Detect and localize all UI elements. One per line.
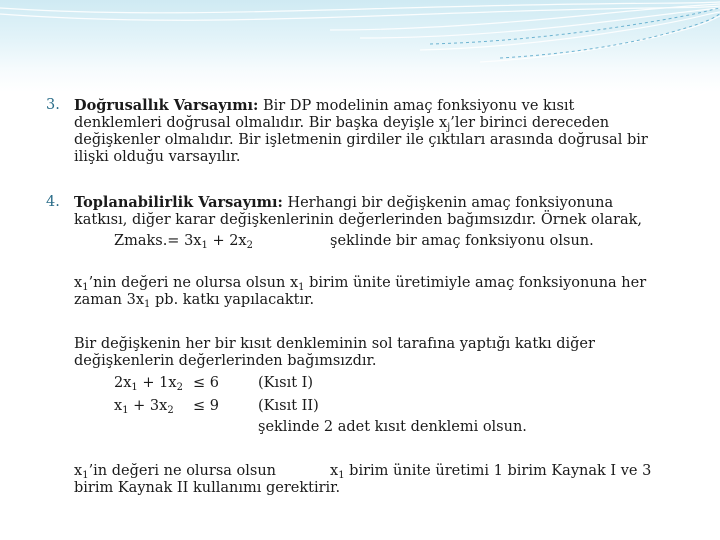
p4-a-sub: 1 [82, 470, 89, 481]
item-4-line1: Herhangi bir değişkenin amaç fonksiyonuna [282, 195, 614, 211]
constraints-tail: şeklinde 2 adet kısıt denklemi olsun. [258, 419, 527, 435]
p4-c: x [330, 463, 339, 479]
c2-x2-sub: 2 [167, 405, 174, 416]
item-3-line1: Bir DP modelinin amaç fonksiyonu ve kısıt [258, 98, 575, 114]
item-3-line3: değişkenler olmalıdır. Bir işletmenin girdiler ile çıktıları arasında doğrusal bir [74, 132, 648, 148]
c2-op: + 3x [128, 398, 168, 414]
constraint-2-lhs [114, 398, 174, 415]
p4-b: ’in değeri ne olursa olsun [88, 463, 277, 479]
constraint-2-rel: ≤ 9 [193, 398, 219, 414]
p2-a: x [74, 275, 83, 291]
objective-lhs: Zmaks.= 3x [114, 233, 202, 249]
objective-function [114, 233, 253, 250]
constraint-2-label: (Kısıt II) [258, 398, 319, 414]
objective-mid: + 2x [207, 233, 247, 249]
item-3-line4: ilişki olduğu varsayılır. [74, 149, 241, 165]
paragraph-3-line1: Bir değişkenin her bir kısıt denkleminin sol tarafına yaptığı katkı diğer [74, 336, 595, 352]
p2-a-sub: 1 [82, 282, 89, 293]
item-3-number: 3. [46, 97, 60, 113]
p2-line2: zaman 3x [74, 292, 145, 308]
item-4-number: 4. [46, 194, 60, 210]
paragraph-4-line2: birim Kaynak II kullanımı gerektirir. [74, 480, 341, 496]
constraint-1-label: (Kısıt I) [258, 375, 314, 391]
p2-c: birim ünite üretimiyle amaç fonksiyonuna her [304, 275, 647, 291]
item-3-line2: denklemleri doğrusal olmalıdır. Bir başka deyişle x [74, 115, 448, 131]
paragraph-4-line1a [74, 463, 276, 480]
objective-tail: şeklinde bir amaç fonksiyonu olsun. [330, 233, 594, 249]
p2-b: ’nin değeri ne olursa olsun x [88, 275, 299, 291]
item-4-line2: katkısı, diğer karar değişkenlerinin değerlerinden bağımsızdır. Örnek olarak, [74, 212, 642, 228]
p4-d: birim ünite üretimi 1 birim Kaynak I ve 3 [344, 463, 652, 479]
c1-op: + 1x [137, 375, 177, 391]
item-4-title: Toplanabilirlik Varsayımı: [74, 194, 283, 211]
item-3-line2-end: ’ler birinci dereceden [450, 115, 610, 131]
p2-line2-end: pb. katkı yapılacaktır. [150, 292, 315, 308]
p2-b-sub: 1 [298, 282, 305, 293]
item-3-title: Doğrusallık Varsayımı: [74, 97, 259, 114]
p4-c-sub: 1 [338, 470, 345, 481]
c1-x1-sub: 1 [131, 382, 138, 393]
paragraph-2-line2 [74, 292, 314, 309]
c2-x1: x [114, 398, 123, 414]
constraint-1-lhs [114, 375, 183, 392]
constraint-1-rel: ≤ 6 [193, 375, 219, 391]
paragraph-4-line1b [330, 463, 651, 480]
paragraph-3-line2: değişkenlerin değerlerinden bağımsızdır. [74, 353, 377, 369]
item-3-paragraph [74, 97, 704, 166]
c2-x1-sub: 1 [122, 405, 129, 416]
objective-sub1: 1 [201, 240, 208, 251]
p4-a: x [74, 463, 83, 479]
paragraph-2-line1 [74, 275, 646, 292]
c1-x1: 2x [114, 375, 132, 391]
item-3-line2-sub: j [447, 122, 451, 133]
objective-sub2: 2 [246, 240, 253, 251]
c1-x2-sub: 2 [176, 382, 183, 393]
item-4-paragraph [74, 194, 704, 229]
p2-line2-sub: 1 [144, 299, 151, 310]
